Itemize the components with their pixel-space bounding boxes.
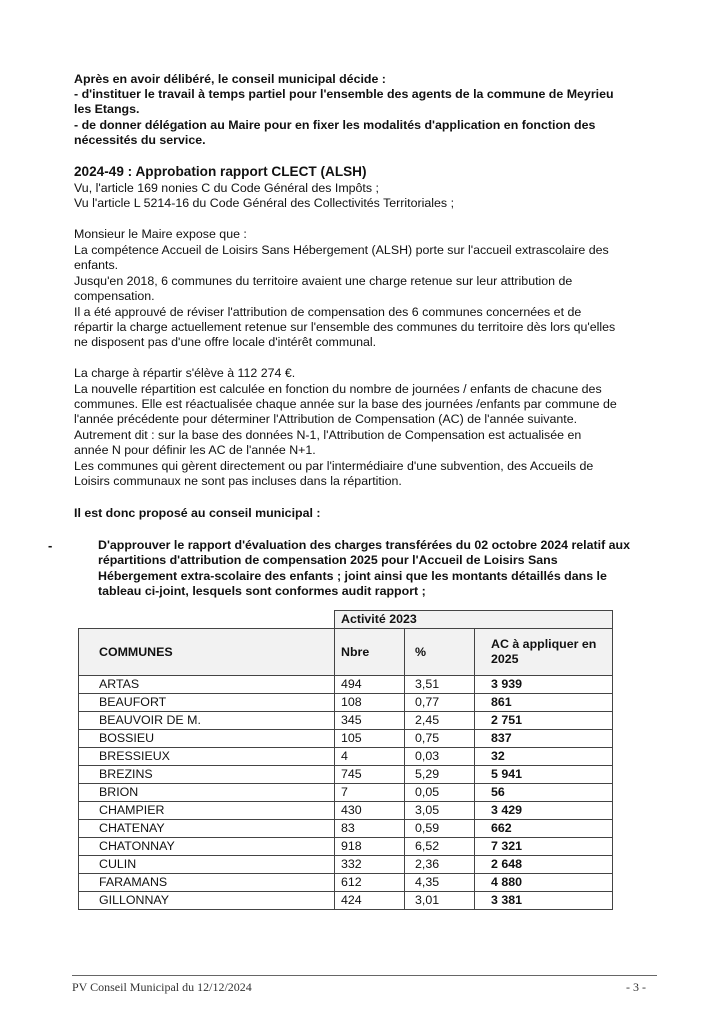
cell-ac: 837 bbox=[475, 730, 613, 748]
table-row bbox=[79, 766, 613, 784]
cell-ac: 3 429 bbox=[475, 802, 613, 820]
table-row bbox=[79, 802, 613, 820]
col-header-nbre: Nbre bbox=[335, 629, 405, 676]
cell-commune: FARAMANS bbox=[79, 874, 335, 892]
ac-table bbox=[78, 610, 613, 910]
cell-commune: BEAUFORT bbox=[79, 694, 335, 712]
cell-pct: 3,05 bbox=[405, 802, 475, 820]
table-row bbox=[79, 784, 613, 802]
cell-ac: 4 880 bbox=[475, 874, 613, 892]
cell-nbre: 105 bbox=[335, 730, 405, 748]
cell-commune: BOSSIEU bbox=[79, 730, 335, 748]
table-row bbox=[79, 676, 613, 694]
cell-pct: 3,51 bbox=[405, 676, 475, 694]
col-header-communes: COMMUNES bbox=[79, 629, 335, 676]
col-header-ac-line-1: AC à appliquer en bbox=[491, 637, 597, 651]
cell-pct: 2,45 bbox=[405, 712, 475, 730]
table-row bbox=[79, 712, 613, 730]
cell-commune: CULIN bbox=[79, 856, 335, 874]
expose-p3-line-3: ne disposent pas d'une offre locale d'intérêt communal. bbox=[74, 335, 377, 349]
table-row bbox=[79, 838, 613, 856]
proposal-line-3: Hébergement extra-scolaire des enfants ; joint ainsi que les montants détaillés dans le bbox=[98, 569, 607, 583]
expose-p2-line-2: compensation. bbox=[74, 289, 155, 303]
decision-line-4: - de donner délégation au Maire pour en fixer les modalités d'application en fonction des bbox=[74, 118, 596, 132]
col-header-pct: % bbox=[405, 629, 475, 676]
section-title: 2024-49 : Approbation rapport CLECT (ALSH) bbox=[74, 164, 367, 179]
expose-p1-line-1: La compétence Accueil de Loisirs Sans Hébergement (ALSH) porte sur l'accueil extrascolaire des bbox=[74, 243, 609, 257]
cell-commune: ARTAS bbox=[79, 676, 335, 694]
table-empty-corner bbox=[79, 611, 335, 629]
proposal-line-4: tableau ci-joint, lesquels sont conformes audit rapport ; bbox=[98, 584, 426, 598]
decision-line-3: les Etangs. bbox=[74, 102, 140, 116]
cell-ac: 32 bbox=[475, 748, 613, 766]
table-row bbox=[79, 892, 613, 910]
cell-nbre: 345 bbox=[335, 712, 405, 730]
cell-nbre: 4 bbox=[335, 748, 405, 766]
table-row bbox=[79, 820, 613, 838]
cell-ac: 3 939 bbox=[475, 676, 613, 694]
cell-ac: 2 648 bbox=[475, 856, 613, 874]
table-row bbox=[79, 748, 613, 766]
proposal-line-1: D'approuver le rapport d'évaluation des charges transférées du 02 octobre 2024 relatif aux bbox=[98, 538, 630, 552]
table-row bbox=[79, 856, 613, 874]
cell-commune: GILLONNAY bbox=[79, 892, 335, 910]
cell-pct: 0,05 bbox=[405, 784, 475, 802]
proposal-intro: Il est donc proposé au conseil municipal : bbox=[74, 506, 321, 520]
cell-nbre: 83 bbox=[335, 820, 405, 838]
cell-nbre: 108 bbox=[335, 694, 405, 712]
expose-p4-line-4: l'année précédente pour déterminer l'Attribution de Compensation (AC) de l'année suivante. bbox=[74, 412, 578, 426]
cell-pct: 4,35 bbox=[405, 874, 475, 892]
decision-line-5: nécessités du service. bbox=[74, 133, 206, 147]
cell-ac: 3 381 bbox=[475, 892, 613, 910]
cell-commune: BEAUVOIR DE M. bbox=[79, 712, 335, 730]
cell-nbre: 332 bbox=[335, 856, 405, 874]
footer-title: PV Conseil Municipal du 12/12/2024 bbox=[72, 980, 252, 994]
expose-p1-line-2: enfants. bbox=[74, 258, 119, 272]
expose-p3-line-1: Il a été approuvé de réviser l'attribution de compensation des 6 communes concernées et de bbox=[74, 305, 582, 319]
activity-group-header: Activité 2023 bbox=[335, 611, 613, 629]
expose-p4-line-3: communes. Elle est réactualisée chaque année sur la base des journées /enfants par commune de bbox=[74, 397, 617, 411]
cell-nbre: 612 bbox=[335, 874, 405, 892]
cell-nbre: 7 bbox=[335, 784, 405, 802]
cell-ac: 2 751 bbox=[475, 712, 613, 730]
col-header-ac bbox=[475, 629, 613, 676]
cell-ac: 56 bbox=[475, 784, 613, 802]
decision-line-1: Après en avoir délibéré, le conseil municipal décide : bbox=[74, 72, 386, 86]
expose-p4-line-6: année N pour définir les AC de l'année N+1. bbox=[74, 443, 316, 457]
cell-nbre: 424 bbox=[335, 892, 405, 910]
table-row bbox=[79, 730, 613, 748]
expose-p4-line-5: Autrement dit : sur la base des données N-1, l'Attribution de Compensation est actualisée en bbox=[74, 428, 582, 442]
cell-nbre: 918 bbox=[335, 838, 405, 856]
expose-p3-line-2: répartir la charge actuellement retenue sur l'ensemble des communes du territoire dès lors qu'elles bbox=[74, 320, 616, 334]
expose-p4-line-2: La nouvelle répartition est calculée en fonction du nombre de journées / enfants de chacune des bbox=[74, 382, 602, 396]
proposal-bullet: - bbox=[48, 538, 53, 553]
table-group-header-row bbox=[79, 611, 613, 629]
cell-pct: 5,29 bbox=[405, 766, 475, 784]
cell-nbre: 494 bbox=[335, 676, 405, 694]
expose-intro: Monsieur le Maire expose que : bbox=[74, 227, 247, 241]
cell-commune: BREZINS bbox=[79, 766, 335, 784]
cell-commune: CHATENAY bbox=[79, 820, 335, 838]
cell-ac: 861 bbox=[475, 694, 613, 712]
page-number: - 3 - bbox=[626, 980, 646, 994]
cell-pct: 0,75 bbox=[405, 730, 475, 748]
cell-pct: 6,52 bbox=[405, 838, 475, 856]
cell-pct: 0,59 bbox=[405, 820, 475, 838]
expose-p4-line-8: Loisirs communaux ne sont pas incluses dans la répartition. bbox=[74, 474, 402, 488]
cell-nbre: 430 bbox=[335, 802, 405, 820]
cell-commune: BRESSIEUX bbox=[79, 748, 335, 766]
table-body bbox=[79, 676, 613, 910]
cell-nbre: 745 bbox=[335, 766, 405, 784]
cell-pct: 2,36 bbox=[405, 856, 475, 874]
cell-commune: BRION bbox=[79, 784, 335, 802]
cell-commune: CHAMPIER bbox=[79, 802, 335, 820]
expose-p4-line-7: Les communes qui gèrent directement ou par l'intermédiaire d'une subvention, des Accueils de bbox=[74, 459, 594, 473]
table-header-row bbox=[79, 629, 613, 676]
cell-commune: CHATONNAY bbox=[79, 838, 335, 856]
cell-pct: 0,77 bbox=[405, 694, 475, 712]
vu-line-2: Vu l'article L 5214-16 du Code Général des Collectivités Territoriales ; bbox=[74, 196, 455, 210]
cell-ac: 5 941 bbox=[475, 766, 613, 784]
cell-ac: 7 321 bbox=[475, 838, 613, 856]
col-header-ac-line-2: 2025 bbox=[491, 652, 519, 666]
cell-ac: 662 bbox=[475, 820, 613, 838]
proposal-line-2: répartitions d'attribution de compensation 2025 pour l'Accueil de Loisirs Sans bbox=[98, 553, 558, 567]
decision-line-2: - d'instituer le travail à temps partiel pour l'ensemble des agents de la commune de Meyrieu bbox=[74, 87, 614, 101]
cell-pct: 0,03 bbox=[405, 748, 475, 766]
vu-line-1: Vu, l'article 169 nonies C du Code Général des Impôts ; bbox=[74, 181, 379, 195]
table-row bbox=[79, 874, 613, 892]
footer-rule bbox=[72, 975, 657, 976]
cell-pct: 3,01 bbox=[405, 892, 475, 910]
expose-p4-line-1: La charge à répartir s'élève à 112 274 €. bbox=[74, 366, 296, 380]
table-row bbox=[79, 694, 613, 712]
expose-p2-line-1: Jusqu'en 2018, 6 communes du territoire avaient une charge retenue sur leur attribution de bbox=[74, 274, 573, 288]
